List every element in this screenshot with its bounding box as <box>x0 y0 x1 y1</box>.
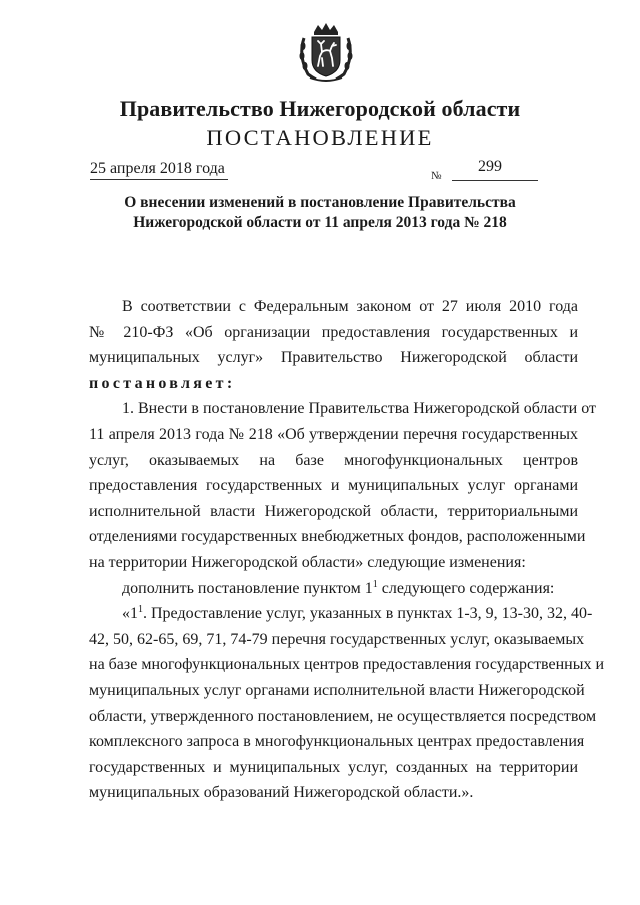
coat-of-arms-emblem <box>296 22 356 84</box>
body-line: услуг, оказываемых на базе многофункциональных центров <box>89 451 578 469</box>
supplement-text: дополнить постановление пунктом 1 <box>122 579 373 597</box>
date-underline <box>90 179 228 180</box>
body-line: 1. Внести в постановление Правительства Нижегородской области от <box>122 400 596 418</box>
document-body <box>89 294 605 806</box>
body-line: комплексного запроса в многофункциональных центрах предоставления <box>89 733 585 751</box>
document-type: ПОСТАНОВЛЕНИЕ <box>206 125 434 150</box>
decree-word: постановляет: <box>89 374 236 392</box>
superscript: 1 <box>138 604 143 616</box>
supplement-text: следующего содержания: <box>377 579 555 597</box>
body-line: 11 апреля 2013 года № 218 «Об утверждении перечня государственных <box>89 425 578 443</box>
document-number: 299 <box>478 158 502 175</box>
body-line: государственных и муниципальных услуг, созданных на территории <box>89 758 578 776</box>
number-sign: № <box>431 170 442 182</box>
body-line: исполнительной власти Нижегородской области, территориальными <box>89 502 578 520</box>
body-line: отделениями государственных внебюджетных фондов, расположенными <box>89 528 586 546</box>
body-line: муниципальных услуг» Правительство Нижегородской области <box>89 349 578 367</box>
body-line: предоставления государственных и муниципальных услуг органами <box>89 477 578 495</box>
new-point-text: . Предоставление услуг, указанных в пунктах 1-3, 9, 13-30, 32, 40- <box>143 605 593 623</box>
body-line: области, утвержденного постановлением, не осуществляется посредством <box>89 707 597 725</box>
subject-line: Нижегородской области от 11 апреля 2013 года № 218 <box>133 214 507 231</box>
subject-line: О внесении изменений в постановление Правительства <box>124 194 516 211</box>
document-date: 25 апреля 2018 года <box>90 160 225 177</box>
new-point-line <box>89 601 593 627</box>
body-line: на территории Нижегородской области» следующие изменения: <box>89 553 526 571</box>
number-underline <box>452 180 538 181</box>
body-line: муниципальных образований Нижегородской области.». <box>89 784 474 802</box>
body-line: № 210-ФЗ «Об организации предоставления государственных и <box>89 323 578 341</box>
body-line: на базе многофункциональных центров предоставления государственных и <box>89 656 605 674</box>
body-line: В соответствии с Федеральным законом от 27 июля 2010 года <box>122 298 578 315</box>
body-line: 42, 50, 62-65, 69, 71, 74-79 перечня государственных услуг, оказываемых <box>89 630 585 648</box>
government-name: Правительство Нижегородской области <box>119 96 521 121</box>
supplement-line <box>89 576 578 602</box>
document-subject <box>0 193 640 233</box>
new-point-text: «1 <box>122 605 138 623</box>
superscript: 1 <box>372 578 378 590</box>
body-line: муниципальных услуг органами исполнительной власти Нижегородской <box>89 681 585 699</box>
